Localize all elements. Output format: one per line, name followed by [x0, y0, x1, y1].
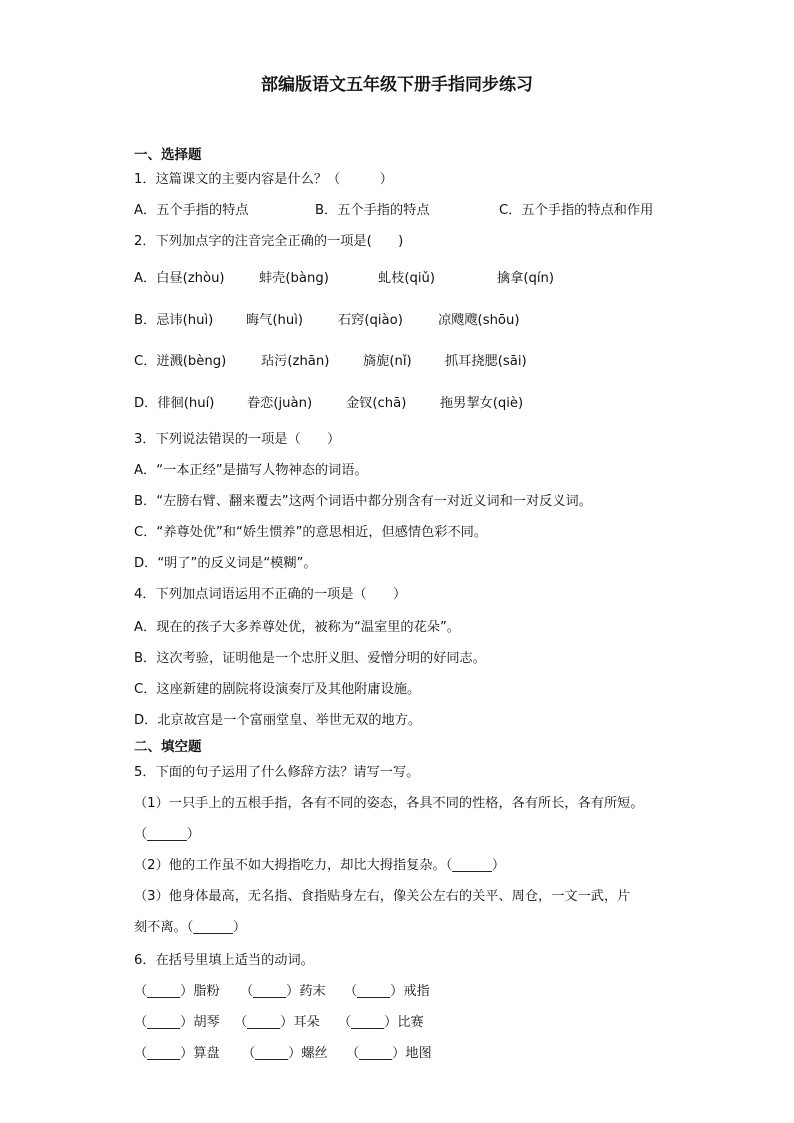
q5-line1-blank: （______） — [134, 827, 200, 842]
q2-stem: 2．下列加点字的注音完全正确的一项是( ) — [134, 234, 404, 249]
q6-r3-item1: （_____）算盘 — [134, 1046, 220, 1061]
q2-b-word3: 石窍(qiào) — [338, 313, 403, 328]
q4-stem: 4．下列加点词语运用不正确的一项是（ ） — [134, 587, 407, 602]
q6-r3-item3: （_____）地图 — [346, 1046, 432, 1061]
q2-c-word4: 抓耳挠腮(sāi) — [445, 354, 527, 369]
q2-b-word2: 晦气(huì) — [246, 313, 304, 328]
q5-line2: （2）他的工作虽不如大拇指吃力，却比大拇指复杂。（______） — [134, 858, 506, 873]
q2-d-word2: 眷恋(juàn) — [247, 396, 313, 411]
q4-option-c: C．这座新建的剧院将设演奏厅及其他附庸设施。 — [134, 682, 421, 697]
q2-a-word3: 虬枝(qiǔ) — [378, 271, 436, 286]
page-title: 部编版语文五年级下册手指同步练习 — [261, 75, 533, 95]
q3-option-a: A．“一本正经”是描写人物神态的词语。 — [134, 463, 368, 478]
q2-c-word1: C．迸溅(bèng) — [134, 354, 227, 369]
q4-option-b: B．这次考验，证明他是一个忠肝义胆、爱憎分明的好同志。 — [134, 651, 486, 666]
q4-option-d: D．北京故宫是一个富丽堂皇、举世无双的地方。 — [134, 713, 422, 728]
q2-d-word4: 拖男挈女(qiè) — [440, 396, 524, 411]
q2-a-word4: 擒拿(qín) — [497, 271, 555, 286]
section-choice-heading: 一、选择题 — [134, 147, 202, 163]
q6-r1-item1: （_____）脂粉 — [134, 984, 220, 999]
q2-c-word2: 玷污(zhān) — [261, 354, 330, 369]
q2-b-word1: B．忌讳(huì) — [134, 313, 214, 328]
q5-line3-cont: 刻不离。（______） — [134, 920, 247, 935]
q6-r2-item3: （_____）比赛 — [338, 1015, 424, 1030]
q6-r1-item3: （_____）戒指 — [344, 984, 430, 999]
q2-a-word1: A．白昼(zhòu) — [134, 271, 225, 286]
q3-option-b: B．“左膀右臂、翻来覆去”这两个词语中都分别含有一对近义词和一对反义词。 — [134, 494, 592, 509]
q6-stem: 6．在括号里填上适当的动词。 — [134, 953, 314, 968]
q2-b-word4: 凉飕飕(shōu) — [438, 313, 520, 328]
q5-stem: 5．下面的句子运用了什么修辞方法？请写一写。 — [134, 765, 420, 780]
q2-a-word2: 蚌壳(bàng) — [259, 271, 329, 286]
q1-option-b: B．五个手指的特点 — [315, 203, 430, 218]
q1-option-a: A．五个手指的特点 — [134, 203, 249, 218]
q3-option-d: D．“明了”的反义词是“模糊”。 — [134, 556, 317, 571]
q2-d-word1: D．徘徊(huí) — [134, 396, 215, 411]
q2-d-word3: 金钗(chā) — [346, 396, 407, 411]
q6-r2-item2: （_____）耳朵 — [234, 1015, 320, 1030]
q6-r1-item2: （_____）药末 — [240, 984, 326, 999]
q3-stem: 3．下列说法错误的一项是（ ） — [134, 432, 341, 447]
q2-c-word3: 旖旎(nǐ) — [363, 354, 412, 369]
section-fill-heading: 二、填空题 — [134, 739, 202, 755]
q3-option-c: C．“养尊处优”和“娇生惯养”的意思相近，但感情色彩不同。 — [134, 525, 488, 540]
q5-line1: （1）一只手上的五根手指，各有不同的姿态，各具不同的性格，各有所长，各有所短。 — [134, 796, 644, 811]
q6-r2-item1: （_____）胡琴 — [134, 1015, 220, 1030]
q5-line3: （3）他身体最高，无名指、食指贴身左右，像关公左右的关平、周仓，一文一武，片 — [134, 889, 631, 904]
q4-option-a: A．现在的孩子大多养尊处优，被称为“温室里的花朵”。 — [134, 620, 460, 635]
q1-stem: 1．这篇课文的主要内容是什么？（ ） — [134, 172, 393, 187]
q6-r3-item2: （_____）螺丝 — [242, 1046, 328, 1061]
q1-option-c: C．五个手指的特点和作用 — [499, 203, 654, 218]
